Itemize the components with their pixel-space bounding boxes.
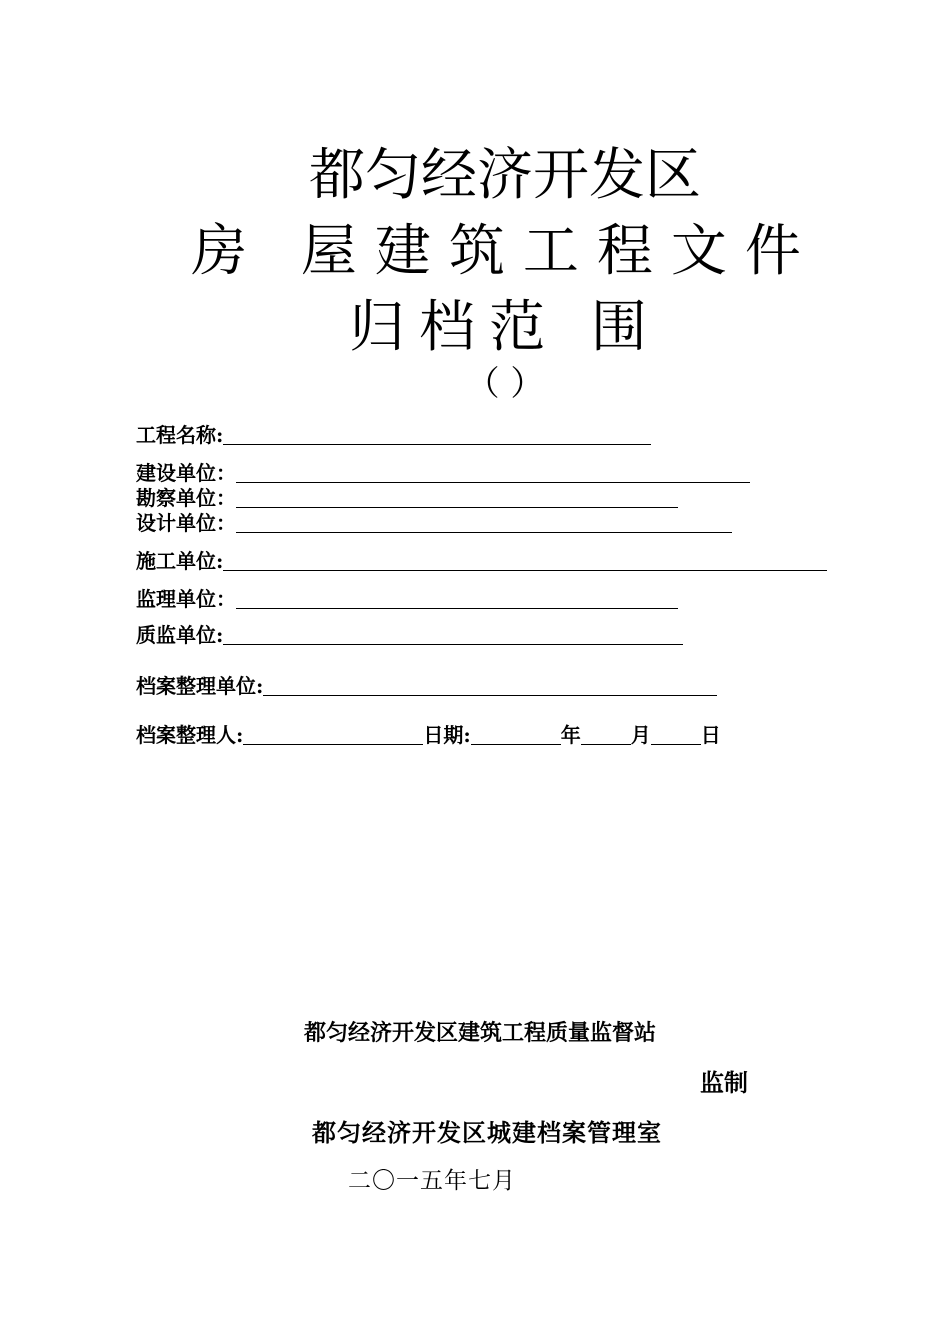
builder-unit-field xyxy=(136,548,827,574)
archive-unit-field xyxy=(136,673,717,699)
supervision-unit-field xyxy=(136,586,678,612)
supervision-unit-blank[interactable] xyxy=(236,588,678,609)
year-label: 年 xyxy=(560,723,581,747)
month-label: 月 xyxy=(630,723,651,747)
date-month-blank[interactable] xyxy=(581,724,631,745)
date-year-blank[interactable] xyxy=(471,724,561,745)
title-line-1: 都匀经济开发区 xyxy=(309,143,701,208)
quality-unit-label: 质监单位: xyxy=(136,623,224,647)
survey-unit-label: 勘察单位： xyxy=(136,486,236,510)
footer-date: 二〇一五年七月 xyxy=(348,1168,516,1194)
construction-unit-blank[interactable] xyxy=(236,462,750,483)
title-bracket: （ ） xyxy=(465,364,545,404)
design-unit-label: 设计单位： xyxy=(136,511,236,535)
archive-person-label: 档案整理人: xyxy=(136,723,244,747)
footer-archive-office: 都匀经济开发区城建档案管理室 xyxy=(312,1118,662,1147)
quality-unit-field xyxy=(136,622,683,648)
project-name-label: 工程名称: xyxy=(136,423,224,447)
date-label: 日期: xyxy=(423,723,471,747)
title-line-3: 归档范 围 xyxy=(349,295,661,360)
footer-station: 都匀经济开发区建筑工程质量监督站 xyxy=(304,1020,657,1046)
design-unit-field xyxy=(136,510,732,536)
archive-person-field xyxy=(136,722,721,748)
quality-unit-blank[interactable] xyxy=(223,624,683,645)
design-unit-blank[interactable] xyxy=(236,512,732,533)
construction-unit-field xyxy=(136,460,750,486)
title-line-2: 房 屋建筑工程文件 xyxy=(191,219,819,284)
archive-unit-blank[interactable] xyxy=(263,675,717,696)
project-name-blank[interactable] xyxy=(223,424,651,445)
survey-unit-field xyxy=(136,485,678,511)
builder-unit-blank[interactable] xyxy=(223,550,827,571)
archive-unit-label: 档案整理单位: xyxy=(136,674,264,698)
construction-unit-label: 建设单位： xyxy=(136,461,236,485)
builder-unit-label: 施工单位: xyxy=(136,549,224,573)
footer-made-by: 监制 xyxy=(700,1068,748,1097)
day-label: 日 xyxy=(700,723,721,747)
survey-unit-blank[interactable] xyxy=(236,487,678,508)
archive-person-blank[interactable] xyxy=(243,724,423,745)
project-name-field xyxy=(136,422,651,448)
date-day-blank[interactable] xyxy=(651,724,701,745)
supervision-unit-label: 监理单位： xyxy=(136,587,236,611)
